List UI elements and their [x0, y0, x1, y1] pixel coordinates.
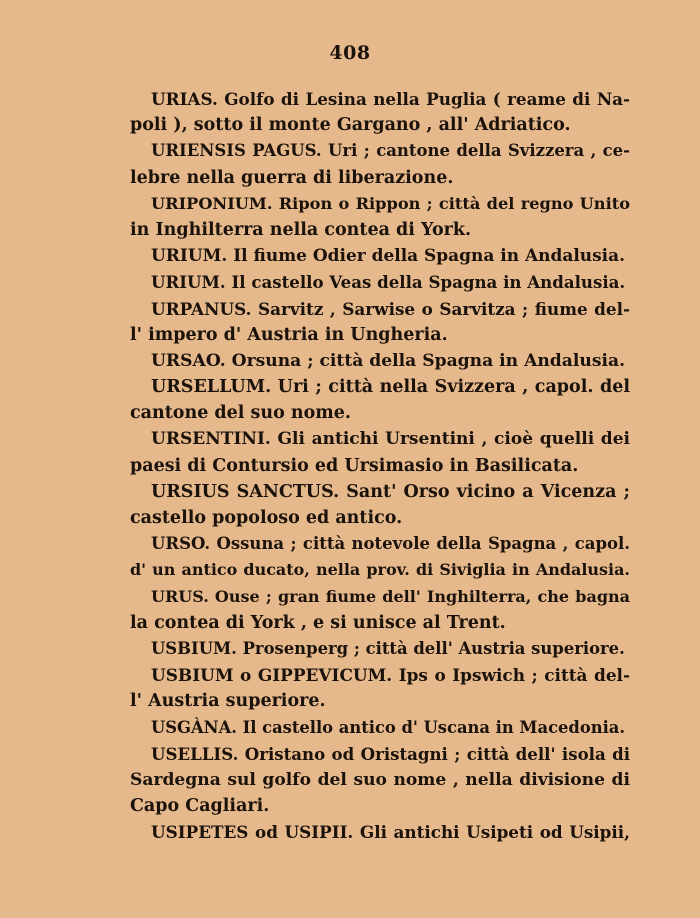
text-line: URIENSIS PAGUS. Uri ; cantone della Svizzera , ce-	[151, 141, 630, 161]
text-line: URPANUS. Sarvitz , Sarwise o Sarvitza ; fiume del-	[151, 298, 630, 319]
text-line: castello popoloso ed antico.	[130, 508, 403, 528]
text-line: USGÀNA. Il castello antico d' Uscana in Macedonia.	[151, 717, 626, 737]
text-line: l' impero d' Austria in Ungheria.	[130, 324, 448, 345]
text-line: l' Austria superiore.	[130, 691, 326, 712]
text-line: URIUM. Il fiume Odier della Spagna in Andalusia.	[151, 246, 626, 267]
text-line: URSAO. Orsuna ; città della Spagna in Andalusia.	[151, 350, 626, 371]
text-line: URIPONIUM. Ripon o Rippon ; città del regno Unito	[151, 193, 630, 213]
text-line: cantone del suo nome.	[130, 403, 352, 424]
page-number: 408	[329, 42, 371, 64]
text-line: USBIUM o GIPPEVICUM. Ips o Ipswich ; città del-	[151, 665, 630, 686]
text-line: lebre nella guerra di liberazione.	[130, 167, 454, 188]
text-line: Capo Cagliari.	[130, 796, 270, 817]
text-line: USELLIS. Oristano od Oristagni ; città dell' isola di	[151, 743, 630, 764]
text-line: Sardegna sul golfo del suo nome , nella divisione di	[130, 769, 630, 790]
text-line: paesi di Contursio ed Ursimasio in Basilicata.	[130, 455, 579, 476]
text-line: URSIUS SANCTUS. Sant' Orso vicino a Vicenza ;	[151, 481, 630, 502]
text-line: la contea di York , e si unisce al Trent.	[130, 612, 506, 633]
text-line: poli ), sotto il monte Gargano , all' Adriatico.	[130, 115, 571, 136]
text-line: d' un antico ducato, nella prov. di Siviglia in Andalusia.	[130, 560, 630, 580]
text-line: URSENTINI. Gli antichi Ursentini , cioè quelli dei	[151, 429, 630, 450]
text-line: USBIUM. Prosenperg ; città dell' Austria superiore.	[151, 638, 625, 658]
text-line: URSELLUM. Uri ; città nella Svizzera , capol. del	[151, 377, 630, 398]
text-line: in Inghilterra nella contea di York.	[130, 219, 472, 240]
text-line: URIUM. Il castello Veas della Spagna in Andalusia.	[151, 272, 626, 293]
text-line: URIAS. Golfo di Lesina nella Puglia ( reame di Na-	[151, 89, 630, 109]
dictionary-entries	[130, 86, 630, 845]
text-line: USIPETES od USIPII. Gli antichi Usipeti od Usipii,	[151, 822, 630, 843]
text-line: URSO. Ossuna ; città notevole della Spagna , capol.	[151, 534, 630, 554]
text-line: URUS. Ouse ; gran fiume dell' Inghilterra, che bagna	[151, 586, 630, 606]
